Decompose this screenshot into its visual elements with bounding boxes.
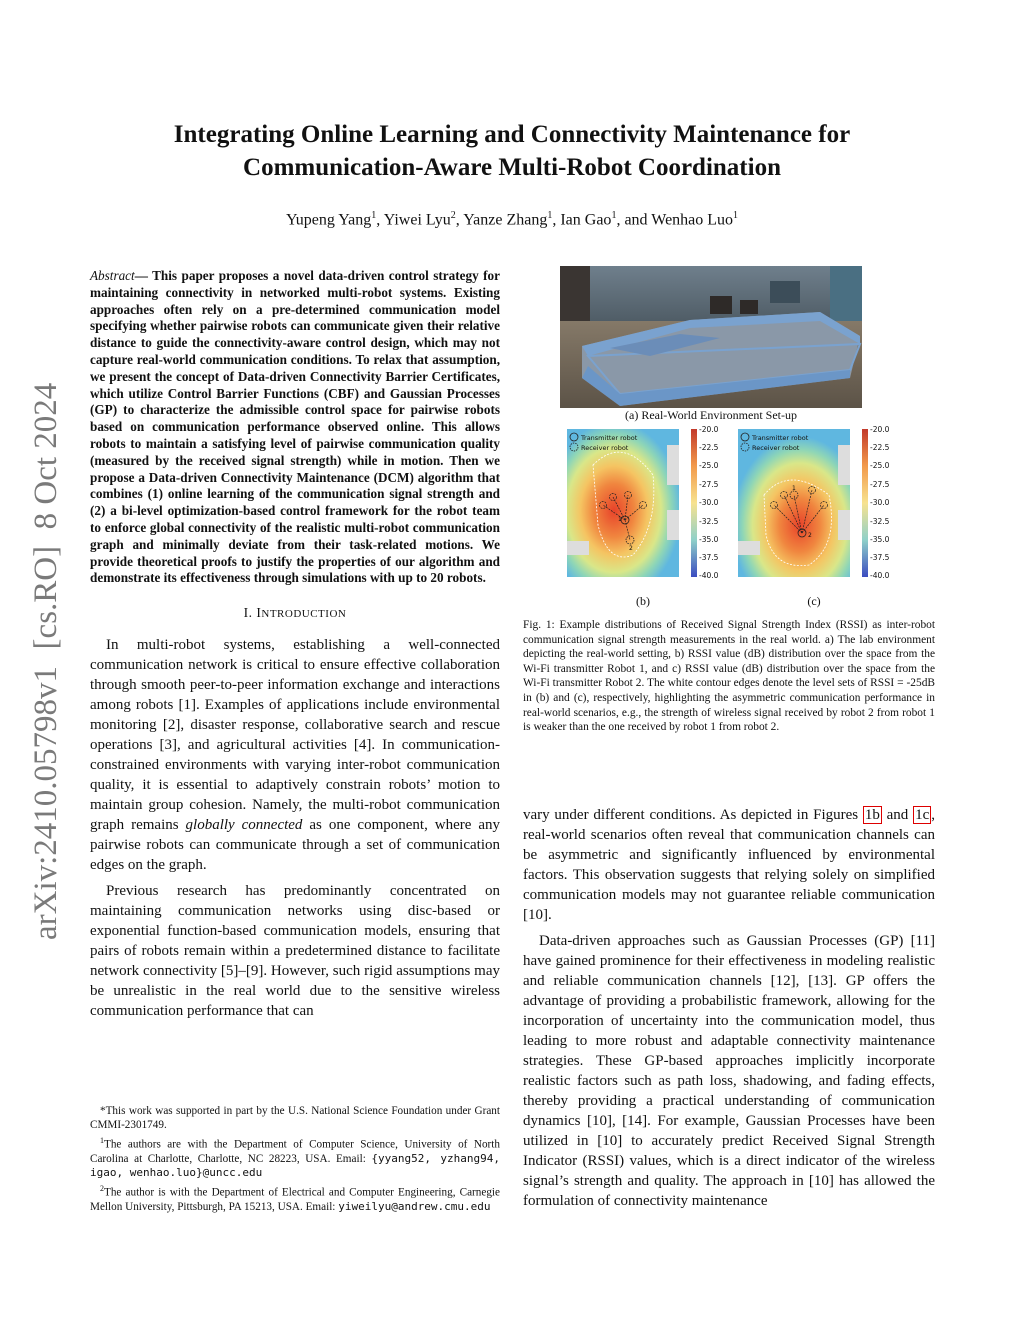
abstract-dash: — bbox=[134, 268, 153, 283]
paragraph-text: In multi-robot systems, establishing a well-connected communication network is critical to ensure effective collaboration through smooth peer-to-peer information exchange and interactions among robots [1]. Examples of applications include environmental monitoring [2], disaster response, collaborative search and rescue operations [3], and agricultural activities [4]. In communication-constrained environments with varying inter-robot communication quality, it is essential to adaptively constrain robots’ motion to maintain group cohesion. Namely, the multi-robot communication graph remains bbox=[90, 636, 500, 833]
section-number: I. bbox=[243, 605, 257, 621]
colorbar-tick: -40.0 bbox=[699, 571, 719, 580]
colorbar-tick: -37.5 bbox=[870, 553, 890, 562]
robot-label: 2 bbox=[808, 532, 812, 539]
footnote-text: The author is with the Department of Electrical and Computer Engineering, Carnegie Mellon University, Pittsburgh, PA 15213, USA. Email: bbox=[90, 1186, 500, 1213]
colorbar-tick: -30.0 bbox=[699, 498, 719, 507]
paragraph bbox=[90, 635, 500, 875]
emphasis: globally connected bbox=[185, 816, 303, 833]
paragraph-text: , real-world scenarios often reveal that communication channels can be asymmetric and significantly influenced by environmental factors. This observation suggests that relying solely on simplified communication models may not guarantee reliable communication [10]. bbox=[523, 807, 935, 923]
paragraph: Previous research has predominantly concentrated on maintaining communication networks using disc-based or exponential function-based communication models, ensuring that pairs of robots remain within a predetermined distance to facilitate network connectivity [5]–[9]. However, such rigid assumptions may be unrealistic in the real world due to the sensitive wireless communication performance that can bbox=[90, 882, 500, 1019]
figure-ref-link[interactable]: 1b bbox=[864, 807, 880, 823]
footnote-affiliation-2 bbox=[90, 1182, 500, 1215]
legend-receiver-label: Receiver robot bbox=[581, 444, 629, 452]
arxiv-identifier bbox=[8, 350, 72, 950]
author-affiliation: 1 bbox=[371, 210, 377, 221]
paragraph bbox=[523, 805, 935, 925]
colorbar-tick: -27.5 bbox=[699, 480, 719, 489]
footnote-affiliation-1 bbox=[90, 1134, 500, 1181]
legend-transmitter-label: Transmitter robot bbox=[581, 434, 638, 442]
colorbar-tick: -25.0 bbox=[699, 461, 719, 470]
footnote-text: The authors are with the Department of Computer Science, University of North Carolina at Charlotte, Charlotte, NC 28223, USA. Email: bbox=[90, 1138, 500, 1165]
colorbar-tick: -32.5 bbox=[870, 517, 890, 526]
legend-transmitter-label: Transmitter robot bbox=[752, 434, 809, 442]
author-affiliation: 1 bbox=[611, 210, 617, 221]
author-name: Yiwei Lyu bbox=[383, 211, 451, 229]
colorbar-tick: -20.0 bbox=[699, 425, 719, 434]
author-affiliation: 2 bbox=[450, 210, 456, 221]
right-column bbox=[523, 805, 935, 1217]
abstract-label: Abstract bbox=[90, 268, 135, 283]
colorbar-tick: -22.5 bbox=[870, 443, 890, 452]
footnote-funding: *This work was supported in part by the U.S. National Science Foundation under Grant CMMI-2301749. bbox=[90, 1105, 500, 1132]
abstract bbox=[90, 268, 500, 587]
paragraph: Data-driven approaches such as Gaussian Processes (GP) [11] have gained prominence for their effectiveness in modeling realistic and reliable communication channels [12], [13]. GP offers the advantage of providing a probabilistic framework, allowing for the incorporation of uncertainty into the communication model, thus leading to more robust and adaptable connectivity maintenance strategies. These GP-based approaches implicitly incorporate realistic factors such as path loss, shadowing, and fading effects, thereby providing a practical understanding of communication dynamics [10], [14]. For example, Gaussian Processes have been utilized in [10] to accurately predict Received Signal Strength Indicator (RSSI) values, which is a direct indicator of the wireless signal’s strength and quality. The approach in [10] has allowed the formulation of connectivity maintenance bbox=[523, 933, 935, 1209]
colorbar-ticks-b bbox=[699, 425, 729, 585]
figure-caption-b: (b) bbox=[636, 594, 650, 608]
footnote-mark: 1 bbox=[100, 1135, 104, 1145]
section-heading bbox=[90, 605, 500, 623]
left-column bbox=[90, 268, 500, 1027]
author-name: Yupeng Yang bbox=[285, 211, 372, 229]
colorbar-tick: -32.5 bbox=[699, 517, 719, 526]
paper-title bbox=[100, 118, 924, 184]
colorbar-tick: -25.0 bbox=[870, 461, 890, 470]
paragraph-text: and bbox=[881, 807, 914, 823]
email-link[interactable]: {yyang52, yzhang94, igao, wenhao.luo}@uncc.edu bbox=[90, 1151, 500, 1180]
paragraph-text: vary under different conditions. As depicted in Figures bbox=[523, 807, 863, 823]
colorbar-tick: -37.5 bbox=[699, 553, 719, 562]
robot-label: 2 bbox=[629, 545, 633, 552]
colorbar-ticks-c bbox=[870, 425, 900, 585]
title-line-2: Communication-Aware Multi-Robot Coordination bbox=[243, 154, 781, 181]
section-title-rest: NTRODUCTION bbox=[261, 608, 347, 621]
legend-receiver-label: Receiver robot bbox=[752, 444, 800, 452]
lab-environment-photo bbox=[560, 266, 862, 408]
author-affiliation: 1 bbox=[733, 210, 739, 221]
footnotes bbox=[90, 1104, 500, 1215]
section-title-initial: I bbox=[256, 605, 262, 621]
author-name: Yanze Zhang bbox=[463, 211, 548, 229]
arxiv-stamp-text: arXiv:2410.05798v1 [cs.RO] 8 Oct 2024 bbox=[28, 382, 64, 940]
footnote-mark: 2 bbox=[100, 1183, 104, 1193]
colorbar-tick: -20.0 bbox=[870, 425, 890, 434]
figure-ref-link[interactable]: 1c bbox=[915, 807, 930, 823]
colorbar-tick: -27.5 bbox=[870, 480, 890, 489]
author-name: Ian Gao bbox=[560, 211, 612, 229]
paragraph-text: as one component, where any pairwise robots can communicate through a set of communication edges on the graph. bbox=[90, 816, 500, 873]
colorbar-tick: -40.0 bbox=[870, 571, 890, 580]
author-list: Yupeng Yang$^1$, Yiwei Lyu$^2$, Yanze Zhang$^1$, Ian Gao$^1$, and Wenhao Luo$^1$ bbox=[285, 210, 739, 229]
email-link[interactable]: yiweilyu@andrew.cmu.edu bbox=[338, 1199, 491, 1213]
robot-label: 1 bbox=[618, 516, 622, 523]
figure-caption-a: (a) Real-World Environment Set-up bbox=[625, 408, 797, 422]
colorbar-tick: -35.0 bbox=[699, 535, 719, 544]
colorbar-tick: -22.5 bbox=[699, 443, 719, 452]
author-name: Wenhao Luo bbox=[651, 211, 734, 229]
abstract-text: This paper proposes a novel data-driven control strategy for maintaining connectivity in networked multi-robot systems. Existing approaches often rely on a pre-determined communication model specifying whether pairwise robots can communicate given their relative distance to guide the connectivity-aware control design, which may not capture real-world communication conditions. To relax that assumption, we present the concept of Data-driven Connectivity Barrier Certificates, which utilize Control Barrier Functions (CBF) and Gaussian Processes (GP) to characterize the admissible control space for pairwise robots based on communication performance observed online. This allows robots to maintain a satisfying level of pairwise communication quality (measured by the received signal strength) while in motion. Then we propose a Data-driven Connectivity Maintenance (DCM) algorithm that combines (1) online learning of the communication signal strength and (2) a bi-level optimization-based control framework for the robot team to enforce global connectivity of the realistic multi-robot communication graph and minimally deviate from their task-related motions. We provide theoretical proofs to justify the properties of our algorithm and demonstrate its effectiveness through simulations with up to 20 robots. bbox=[90, 268, 500, 586]
figure-caption-c: (c) bbox=[807, 594, 821, 608]
author-affiliation: 1 bbox=[547, 210, 553, 221]
robot-label: 1 bbox=[792, 485, 796, 492]
intro-body bbox=[90, 635, 500, 1021]
figure-1-caption: Fig. 1: Example distributions of Received Signal Strength Index (RSSI) as inter-robot communication signal strength measurements in the real world. a) The lab environment depicting the real-world setting, b) RSSI value (dB) distribution over the space from the Wi-Fi transmitter Robot 1, and c) RSSI value (dB) distribution over the space from the Wi-Fi transmitter Robot 2. The white contour edges denote the level sets of RSSI = -25dB in (b) and (c), respectively, highlighting the asymmetric communication performance in real-world scenarios, e.g., the strength of wireless signal received by robot 2 from robot 1 is weaker than the one received by robot 1 from robot 2. bbox=[523, 619, 935, 734]
colorbar-tick: -30.0 bbox=[870, 498, 890, 507]
title-line-1: Integrating Online Learning and Connectivity Maintenance for bbox=[173, 121, 851, 148]
colorbar-tick: -35.0 bbox=[870, 535, 890, 544]
